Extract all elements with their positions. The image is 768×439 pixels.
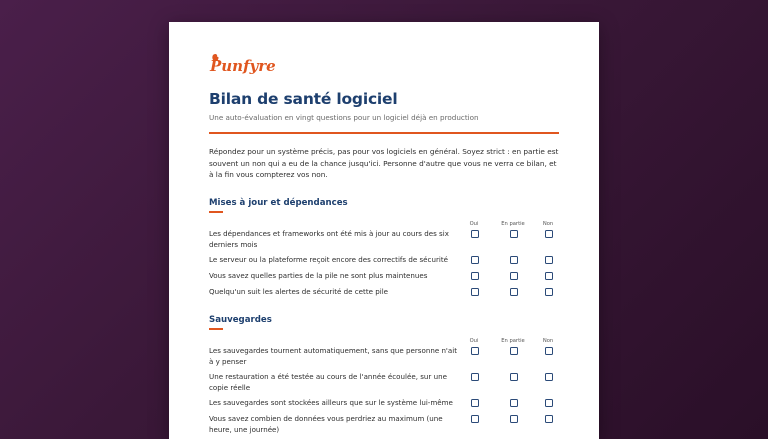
section-underline	[209, 328, 223, 330]
answer-oui-checkbox[interactable]	[471, 399, 479, 407]
question-text: Les sauvegardes tournent automatiquement, sans que personne n'ait à y penser	[209, 346, 457, 366]
question-text: Les dépendances et frameworks ont été mis à jour au cours des six derniers mois	[209, 229, 449, 249]
intro-paragraph: Répondez pour un système précis, pas pour vos logiciels en général. Soyez strict : en partie est souvent un non qui a eu de la chance jusqu'ici. Personne d'autre que vous ne verra ce bilan, et à la fin vous compterez vos non.	[209, 147, 559, 179]
answer-oui-checkbox[interactable]	[471, 373, 479, 381]
answer-non-checkbox[interactable]	[545, 415, 553, 423]
answer-non-checkbox[interactable]	[545, 230, 553, 238]
column-header-non: Non	[542, 221, 554, 227]
page-title: Bilan de santé logiciel	[209, 90, 398, 108]
answer-en-partie-checkbox[interactable]	[510, 230, 518, 238]
column-header-en-partie: En partie	[501, 338, 525, 344]
answer-oui-checkbox[interactable]	[471, 256, 479, 264]
page-subtitle: Une auto-évaluation en vingt questions pour un logiciel déjà en production	[209, 113, 479, 122]
answer-en-partie-checkbox[interactable]	[510, 373, 518, 381]
brand-logo	[209, 51, 276, 75]
answer-en-partie-checkbox[interactable]	[510, 347, 518, 355]
answer-non-checkbox[interactable]	[545, 373, 553, 381]
question-text: Vous savez combien de données vous perdriez au maximum (une heure, une journée)	[209, 414, 443, 434]
answer-en-partie-checkbox[interactable]	[510, 272, 518, 280]
section-title: Mises à jour et dépendances	[209, 198, 348, 208]
answer-non-checkbox[interactable]	[545, 272, 553, 280]
answer-oui-checkbox[interactable]	[471, 230, 479, 238]
section-underline	[209, 211, 223, 213]
answer-oui-checkbox[interactable]	[471, 415, 479, 423]
punfyre-logo-icon	[209, 51, 276, 75]
question-text: Les sauvegardes sont stockées ailleurs que sur le système lui-même	[209, 398, 453, 407]
answer-non-checkbox[interactable]	[545, 347, 553, 355]
question-text: Le serveur ou la plateforme reçoit encore des correctifs de sécurité	[209, 255, 448, 264]
answer-non-checkbox[interactable]	[545, 288, 553, 296]
title-divider	[209, 132, 559, 134]
question-text: Une restauration a été testée au cours de l'année écoulée, sur une copie réelle	[209, 372, 447, 392]
answer-en-partie-checkbox[interactable]	[510, 288, 518, 296]
answer-en-partie-checkbox[interactable]	[510, 415, 518, 423]
svg-text:Punfyre: Punfyre	[210, 57, 276, 75]
question-text: Vous savez quelles parties de la pile ne sont plus maintenues	[209, 271, 428, 280]
answer-en-partie-checkbox[interactable]	[510, 399, 518, 407]
answer-non-checkbox[interactable]	[545, 256, 553, 264]
column-header-oui: Oui	[469, 338, 479, 344]
document-page	[169, 22, 599, 439]
column-header-oui: Oui	[469, 221, 479, 227]
answer-oui-checkbox[interactable]	[471, 272, 479, 280]
section-title: Sauvegardes	[209, 315, 272, 325]
question-text: Quelqu'un suit les alertes de sécurité de cette pile	[209, 287, 389, 296]
answer-oui-checkbox[interactable]	[471, 347, 479, 355]
answer-non-checkbox[interactable]	[545, 399, 553, 407]
answer-oui-checkbox[interactable]	[471, 288, 479, 296]
column-header-en-partie: En partie	[501, 221, 525, 227]
column-header-non: Non	[542, 338, 554, 344]
answer-en-partie-checkbox[interactable]	[510, 256, 518, 264]
